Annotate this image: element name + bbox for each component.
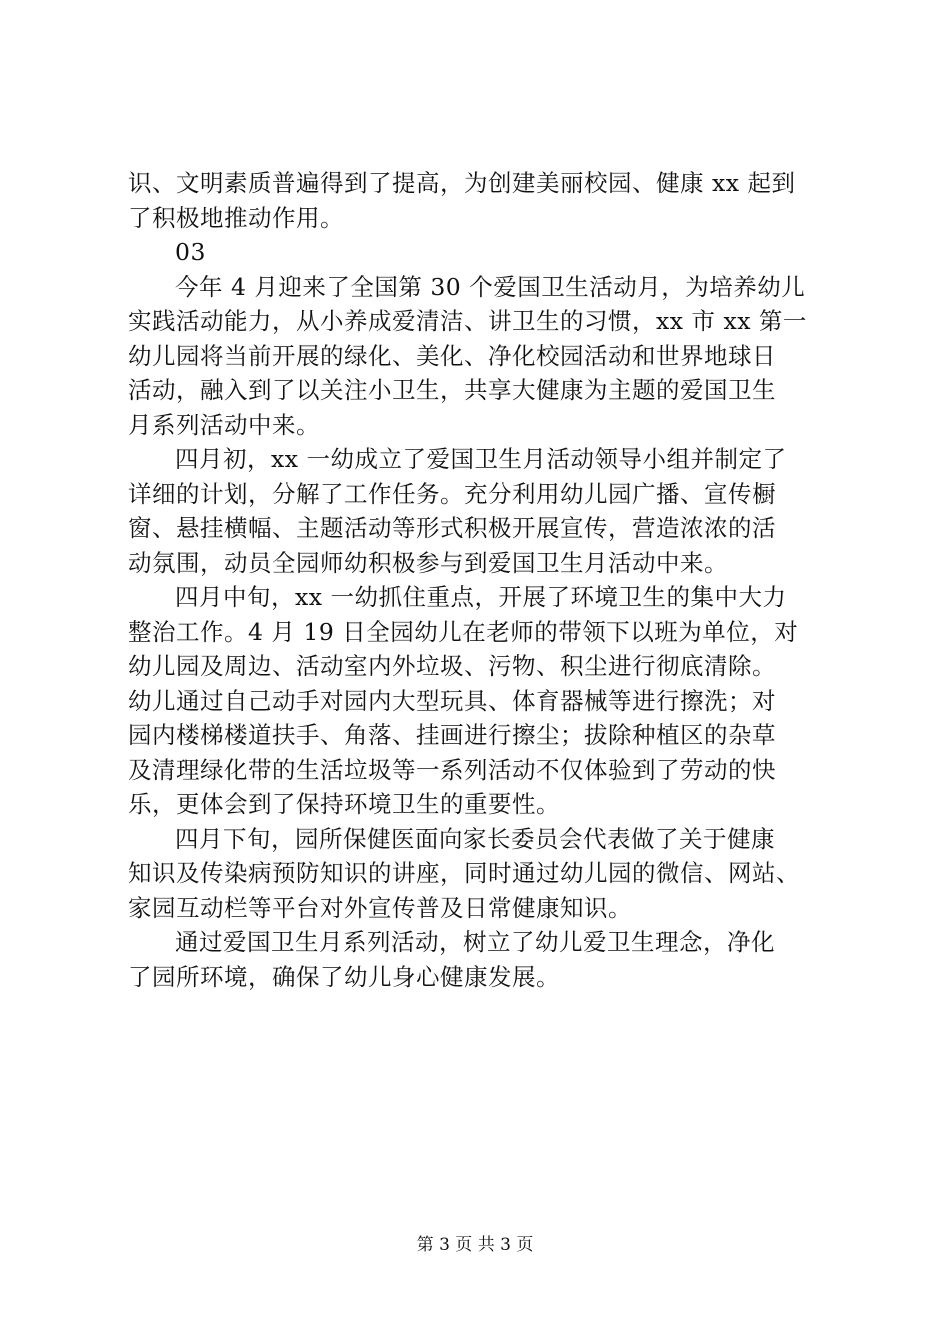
page-footer <box>0 1230 950 1255</box>
text-line: 家园互动栏等平台对外宣传普及日常健康知识。 <box>128 893 632 922</box>
text-line: 幼儿园将当前开展的绿化、美化、净化校园活动和世界地球日 <box>128 341 776 370</box>
text-line: 乐，更体会到了保持环境卫生的重要性。 <box>128 790 560 818</box>
section-number: 03 <box>175 238 206 266</box>
text-line: 四月中旬，xx 一幼抓住重点，开展了环境卫生的集中大力 <box>175 583 787 611</box>
text-line: 动氛围，动员全园师幼积极参与到爱国卫生月活动中来。 <box>128 548 728 577</box>
text-line: 知识及传染病预防知识的讲座，同时通过幼儿园的微信、网站、 <box>128 859 800 887</box>
text-line: 今年 4 月迎来了全国第 30 个爱国卫生活动月，为培养幼儿 <box>175 272 806 301</box>
text-line: 通过爱国卫生月系列活动，树立了幼儿爱卫生理念，净化 <box>175 928 775 956</box>
text-line: 四月初，xx 一幼成立了爱国卫生月活动领导小组并制定了 <box>175 445 787 473</box>
page-number-label: 第 3 页 共 3 页 <box>416 1235 534 1255</box>
text-line: 详细的计划，分解了工作任务。充分利用幼儿园广播、宣传橱 <box>128 479 776 508</box>
text-line: 整治工作。4 月 19 日全园幼儿在老师的带领下以班为单位，对 <box>128 617 799 646</box>
text-line: 四月下旬，园所保健医面向家长委员会代表做了关于健康 <box>175 824 775 853</box>
text-line: 及清理绿化带的生活垃圾等一系列活动不仅体验到了劳动的快 <box>128 755 776 784</box>
text-line: 月系列活动中来。 <box>128 410 320 439</box>
text-line: 幼儿通过自己动手对园内大型玩具、体育器械等进行擦洗；对 <box>128 686 776 715</box>
text-line: 幼儿园及周边、活动室内外垃圾、污物、积尘进行彻底清除。 <box>128 652 776 680</box>
text-line: 园内楼梯楼道扶手、角落、挂画进行擦尘；拔除种植区的杂草 <box>128 721 776 749</box>
text-line: 了积极地推动作用。 <box>128 203 344 232</box>
text-line: 窗、悬挂横幅、主题活动等形式积极开展宣传，营造浓浓的活 <box>128 514 776 542</box>
document-body <box>128 166 840 994</box>
text-line: 识、文明素质普遍得到了提高，为创建美丽校园、健康 xx 起到 <box>128 169 796 197</box>
text-line: 实践活动能力，从小养成爱清洁、讲卫生的习惯，xx 市 xx 第一 <box>128 307 807 335</box>
text-line: 了园所环境，确保了幼儿身心健康发展。 <box>128 962 560 991</box>
text-line: 活动，融入到了以关注小卫生，共享大健康为主题的爱国卫生 <box>128 376 776 404</box>
